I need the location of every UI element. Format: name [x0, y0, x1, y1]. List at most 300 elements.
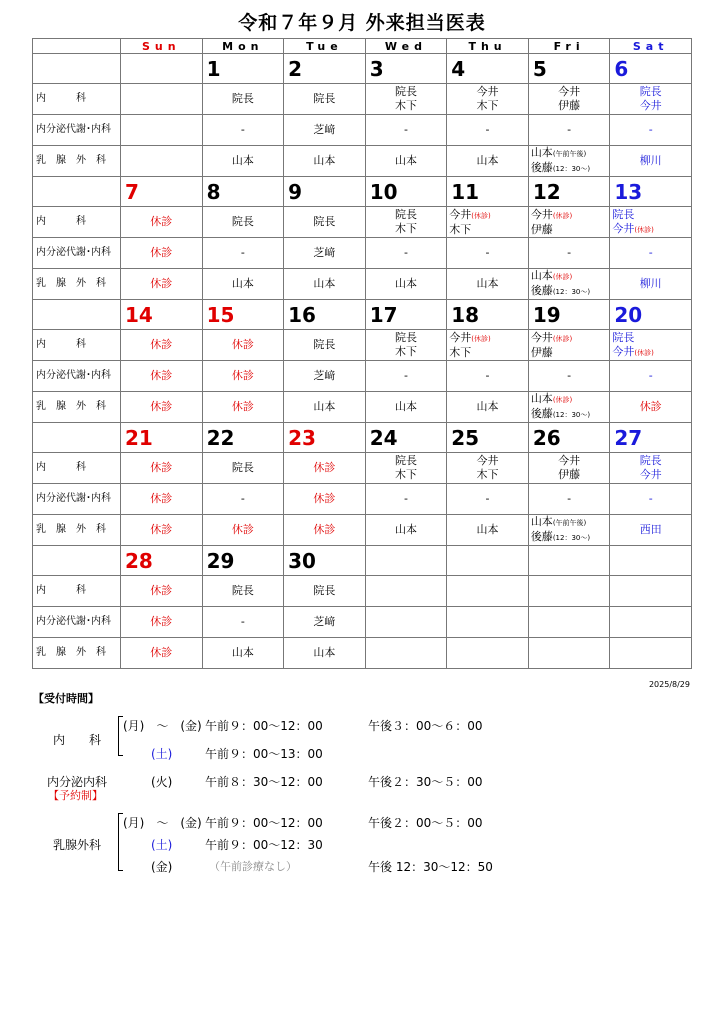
doctor-cell [202, 484, 284, 515]
date-cell [610, 546, 692, 576]
doctor-cell [610, 576, 692, 607]
doctor-line [531, 161, 610, 176]
date-cell [284, 177, 366, 207]
doctor-name: - [485, 492, 490, 505]
date-number: 2 [288, 56, 303, 81]
weekday-mon: Mon [202, 39, 284, 54]
doctor-line [203, 92, 284, 106]
doctor-line [284, 215, 365, 229]
doctor-name: 伊藤 [530, 345, 553, 359]
doctor-cell [365, 330, 447, 361]
doctor-name: - [485, 246, 490, 259]
doctor-cell [447, 638, 529, 669]
doctor-name: 木下 [449, 345, 472, 359]
doctor-cell [284, 392, 366, 423]
doctor-cell [202, 146, 284, 177]
date-number: 5 [532, 56, 547, 81]
doctor-line [447, 85, 528, 99]
doctor-name: 芝﨑 [313, 123, 336, 136]
date-number: 29 [206, 548, 235, 573]
doctor-cell [121, 453, 203, 484]
date-number: 14 [125, 302, 153, 327]
doctor-cell [284, 146, 366, 177]
doctor-line [610, 85, 691, 99]
doctor-cell [528, 269, 610, 300]
doctor-line [610, 468, 691, 482]
doctor-cell [528, 576, 610, 607]
date-cell [202, 546, 284, 576]
doctor-cell [447, 484, 529, 515]
doctor-cell [121, 607, 203, 638]
doctor-line [531, 346, 610, 360]
doctor-note: (12：30～) [552, 288, 591, 296]
doctor-line [366, 400, 447, 414]
date-cell [121, 423, 203, 453]
doctor-line [366, 345, 447, 359]
doctor-cell [202, 453, 284, 484]
hours-endo-am: 午前８：30～12：00 [205, 775, 323, 789]
doctor-cell [284, 238, 366, 269]
doctor-name: 芝﨑 [313, 615, 336, 628]
doctor-cell [284, 607, 366, 638]
date-number: 26 [532, 425, 561, 450]
doctor-name: 山本 [394, 523, 417, 536]
doctor-line [531, 284, 610, 299]
hours-br-weekday-am: 午前９：00～12：00 [205, 816, 323, 830]
doctor-cell [447, 269, 529, 300]
doctor-name: 休診 [150, 277, 173, 290]
doctor-line [449, 223, 528, 237]
date-row-label [33, 54, 121, 84]
doctor-cell [202, 392, 284, 423]
doctor-cell [365, 453, 447, 484]
date-cell [202, 177, 284, 207]
doctor-cell [528, 638, 610, 669]
dept-row-endocrine [33, 115, 692, 146]
date-cell [447, 546, 529, 576]
doctor-name: - [567, 369, 572, 382]
doctor-line [366, 222, 447, 236]
doctor-cell [610, 84, 692, 115]
doctor-name: 院長 [231, 92, 254, 105]
date-cell [365, 423, 447, 453]
doctor-cell [528, 330, 610, 361]
hours-br-fri-pm: 午後 12：30～12：50 [368, 860, 493, 874]
doctor-cell [610, 638, 692, 669]
doctor-line [531, 208, 610, 223]
doctor-cell [202, 115, 284, 146]
date-row [33, 54, 692, 84]
doctor-name: 休診 [231, 523, 254, 536]
doctor-name: 山本 [530, 392, 553, 405]
date-cell [284, 54, 366, 84]
doctor-note: (休診) [552, 334, 573, 343]
date-number: 9 [288, 179, 303, 204]
doctor-cell [202, 361, 284, 392]
dept-row-breast [33, 269, 692, 300]
hours-int-weekday-days: (月) ～ (金) [123, 719, 202, 733]
doctor-line [529, 85, 610, 99]
date-cell [365, 177, 447, 207]
doctor-note: (休診) [552, 396, 573, 404]
doctor-cell [284, 115, 366, 146]
dept-label-breast: 乳 腺 外 科 [33, 392, 121, 423]
doctor-cell [202, 638, 284, 669]
date-number: 27 [614, 425, 643, 450]
doctor-cell [121, 515, 203, 546]
dept-row-breast [33, 638, 692, 669]
doctor-line [366, 468, 447, 482]
doctor-line [447, 523, 528, 537]
doctor-name: 伊藤 [558, 99, 581, 112]
doctor-name: 山本 [476, 277, 499, 290]
doctor-line [121, 646, 202, 660]
doctor-cell [121, 392, 203, 423]
date-number: 8 [206, 179, 221, 204]
doctor-name: - [648, 369, 653, 382]
dept-label-internal: 内 科 [33, 453, 121, 484]
doctor-name: 休診 [150, 400, 173, 413]
weekday-wed: Wed [365, 39, 447, 54]
doctor-name: - [240, 246, 245, 259]
doctor-name: 休診 [231, 369, 254, 382]
doctor-cell [610, 115, 692, 146]
doctor-cell [528, 392, 610, 423]
doctor-line [610, 454, 691, 468]
date-cell [528, 54, 610, 84]
doctor-name: 木下 [476, 99, 499, 112]
doctor-cell [365, 361, 447, 392]
doctor-line [610, 154, 691, 168]
date-cell [610, 54, 692, 84]
doctor-line [449, 346, 528, 360]
doctor-cell [202, 607, 284, 638]
doctor-line [284, 523, 365, 537]
weekday-header-row [33, 39, 692, 54]
doctor-name: 山本 [394, 277, 417, 290]
date-number: 18 [451, 302, 480, 327]
doctor-note: (休診) [634, 348, 654, 357]
doctor-name: 山本 [313, 277, 336, 290]
doctor-name: 後藤 [530, 530, 553, 543]
doctor-line [531, 223, 610, 237]
doctor-line [203, 584, 284, 598]
doctor-name: 院長 [313, 338, 336, 351]
doctor-line [612, 331, 691, 345]
doctor-cell [284, 269, 366, 300]
dept-row-internal [33, 84, 692, 115]
dept-row-endocrine [33, 607, 692, 638]
date-cell [121, 177, 203, 207]
doctor-name: 山本 [313, 400, 336, 413]
doctor-cell [610, 146, 692, 177]
doctor-cell [121, 207, 203, 238]
doctor-line [284, 400, 365, 414]
date-row [33, 423, 692, 453]
date-number: 23 [288, 425, 316, 450]
doctor-line [366, 208, 447, 222]
date-number [610, 549, 614, 573]
date-row-label [33, 300, 121, 330]
date-number [447, 549, 451, 573]
date-row-label [33, 546, 121, 576]
doctor-cell [447, 238, 529, 269]
doctor-cell [284, 453, 366, 484]
doctor-name: 後藤 [530, 284, 553, 297]
date-number: 17 [369, 302, 398, 327]
dept-row-internal [33, 453, 692, 484]
doctor-name: 院長 [231, 215, 254, 228]
hours-br-weekday-pm: 午後２：00～５：00 [368, 816, 483, 830]
doctor-cell [284, 576, 366, 607]
date-number: 13 [614, 179, 643, 204]
date-cell [447, 423, 529, 453]
doctor-cell [202, 84, 284, 115]
doctor-note: (12：30～) [552, 411, 591, 419]
doctor-cell [365, 269, 447, 300]
doctor-name: 院長 [313, 584, 336, 597]
doctor-name: 休診 [150, 215, 173, 228]
doctor-line [121, 277, 202, 291]
dept-row-endocrine [33, 238, 692, 269]
date-row [33, 300, 692, 330]
doctor-name: 院長 [639, 454, 662, 467]
doctor-cell [121, 330, 203, 361]
doctor-cell [447, 146, 529, 177]
doctor-name: 今井 [476, 85, 499, 98]
date-cell [528, 177, 610, 207]
date-number: 21 [125, 425, 153, 450]
doctor-name: 休診 [150, 369, 173, 382]
doctor-name: 柳川 [639, 154, 662, 167]
doctor-note: (休診) [552, 273, 573, 281]
hours-endocrine-label: 内分泌内科 [47, 775, 108, 789]
dept-label-endocrine: 内分泌代謝･内科 [33, 484, 121, 515]
doctor-name: 木下 [394, 99, 417, 112]
doctor-name: 山本 [394, 400, 417, 413]
doctor-name: 今井 [449, 207, 472, 221]
doctor-line [284, 584, 365, 598]
doctor-cell [528, 115, 610, 146]
doctor-name: 木下 [449, 222, 472, 236]
doctor-cell [365, 392, 447, 423]
doctor-name: 今井 [612, 221, 635, 235]
doctor-cell [121, 238, 203, 269]
doctor-name: - [485, 369, 490, 382]
doctor-cell [528, 453, 610, 484]
doctor-cell [121, 361, 203, 392]
doctor-line [121, 400, 202, 414]
doctor-name: 院長 [612, 207, 635, 221]
doctor-cell [610, 361, 692, 392]
doctor-line [121, 338, 202, 352]
doctor-line [447, 468, 528, 482]
doctor-name: - [567, 123, 572, 136]
date-row [33, 177, 692, 207]
schedule-table [32, 38, 692, 669]
doctor-line [284, 461, 365, 475]
doctor-name: 木下 [394, 468, 417, 481]
doctor-line [610, 400, 691, 414]
doctor-name: 今井 [558, 454, 581, 467]
doctor-cell [121, 115, 203, 146]
doctor-cell [284, 361, 366, 392]
doctor-cell [365, 207, 447, 238]
doctor-name: 山本 [530, 146, 553, 159]
doctor-line [449, 331, 528, 346]
doctor-name: 休診 [150, 523, 173, 536]
doctor-name: - [648, 492, 653, 505]
doctor-cell [284, 515, 366, 546]
doctor-name: - [240, 492, 245, 505]
doctor-name: 柳川 [639, 277, 662, 290]
hours-endo-pm: 午後２：30～５：00 [368, 775, 483, 789]
doctor-cell [284, 638, 366, 669]
doctor-line [366, 523, 447, 537]
doctor-name: 芝﨑 [313, 246, 336, 259]
weekday-sat: Sat [610, 39, 692, 54]
doctor-cell [365, 515, 447, 546]
dept-row-internal [33, 207, 692, 238]
date-cell [610, 423, 692, 453]
doctor-cell [447, 453, 529, 484]
doctor-line [366, 99, 447, 113]
doctor-cell [447, 361, 529, 392]
doctor-line [449, 208, 528, 223]
doctor-name: 休診 [150, 615, 173, 628]
doctor-cell [202, 576, 284, 607]
doctor-name: 伊藤 [530, 222, 553, 236]
doctor-name: 山本 [530, 515, 553, 528]
page-title: 令和７年９月 外来担当医表 [238, 12, 486, 34]
doctor-line [531, 392, 610, 407]
doctor-line [529, 99, 610, 113]
date-cell [121, 300, 203, 330]
doctor-note: (12：30～) [552, 165, 591, 173]
doctor-line [447, 454, 528, 468]
date-cell [121, 54, 203, 84]
doctor-cell [528, 146, 610, 177]
doctor-cell [447, 330, 529, 361]
hours-reservation-note: 【予約制】 [48, 789, 103, 802]
doctor-line [203, 277, 284, 291]
doctor-line [366, 154, 447, 168]
doctor-name: 今井 [476, 454, 499, 467]
doctor-name: 院長 [313, 92, 336, 105]
date-cell [528, 423, 610, 453]
issued-date: 2025/8/29 [648, 680, 690, 689]
doctor-name: 休診 [313, 492, 336, 505]
doctor-cell [610, 207, 692, 238]
doctor-line [531, 530, 610, 545]
doctor-name: 山本 [231, 154, 254, 167]
date-number: 11 [451, 179, 480, 204]
doctor-line [203, 400, 284, 414]
doctor-line [366, 454, 447, 468]
doctor-line [447, 277, 528, 291]
hours-int-weekday-am: 午前９：00～12：00 [205, 719, 323, 733]
doctor-cell [284, 330, 366, 361]
doctor-cell [610, 269, 692, 300]
hours-br-sat-day: (土) [151, 838, 173, 852]
doctor-note: (休診) [471, 211, 491, 220]
date-number: 12 [532, 179, 561, 204]
doctor-line [447, 400, 528, 414]
doctor-name: 院長 [394, 85, 417, 98]
doctor-name: 院長 [612, 330, 635, 344]
doctor-cell [121, 638, 203, 669]
doctor-cell [447, 207, 529, 238]
date-number: 6 [614, 56, 629, 81]
doctor-line [612, 208, 691, 222]
doctor-line [284, 338, 365, 352]
doctor-name: - [403, 369, 408, 382]
dept-label-breast: 乳 腺 外 科 [33, 638, 121, 669]
doctor-line [447, 154, 528, 168]
doctor-note: (12：30～) [552, 534, 591, 542]
doctor-name: 木下 [476, 468, 499, 481]
doctor-name: 休診 [150, 492, 173, 505]
doctor-cell [121, 576, 203, 607]
date-number: 4 [451, 56, 466, 81]
doctor-cell [610, 515, 692, 546]
doctor-name: 休診 [313, 461, 336, 474]
doctor-line [121, 523, 202, 537]
doctor-cell [121, 484, 203, 515]
doctor-name: 山本 [476, 154, 499, 167]
hours-int-sat-am: 午前９：00～13：00 [205, 747, 323, 761]
doctor-name: - [567, 246, 572, 259]
dept-row-internal [33, 576, 692, 607]
doctor-cell [202, 330, 284, 361]
date-cell [447, 177, 529, 207]
doctor-line [203, 338, 284, 352]
doctor-name: - [567, 492, 572, 505]
doctor-cell [528, 207, 610, 238]
doctor-cell [365, 238, 447, 269]
doctor-cell [447, 84, 529, 115]
date-cell [202, 300, 284, 330]
date-cell [121, 546, 203, 576]
doctor-name: 休診 [150, 646, 173, 659]
date-cell [610, 300, 692, 330]
doctor-cell [365, 484, 447, 515]
date-number: 20 [614, 302, 643, 327]
doctor-line [121, 584, 202, 598]
doctor-cell [284, 207, 366, 238]
doctor-cell [121, 146, 203, 177]
doctor-note: (休診) [552, 211, 573, 220]
doctor-name: 休診 [150, 461, 173, 474]
doctor-line [612, 345, 691, 360]
doctor-name: 院長 [231, 461, 254, 474]
date-number: 15 [206, 302, 235, 327]
doctor-name: - [648, 123, 653, 136]
doctor-name: 山本 [313, 154, 336, 167]
doctor-name: 芝﨑 [313, 369, 336, 382]
doctor-name: 後藤 [530, 161, 553, 174]
doctor-name: 休診 [150, 584, 173, 597]
doctor-name: 院長 [313, 215, 336, 228]
date-cell [365, 546, 447, 576]
doctor-line [121, 215, 202, 229]
header-corner [33, 39, 121, 54]
doctor-cell [528, 84, 610, 115]
hours-br-weekday-days: (月) ～ (金) [123, 816, 202, 830]
doctor-cell [365, 638, 447, 669]
dept-label-internal: 内 科 [33, 330, 121, 361]
date-number: 24 [369, 425, 398, 450]
